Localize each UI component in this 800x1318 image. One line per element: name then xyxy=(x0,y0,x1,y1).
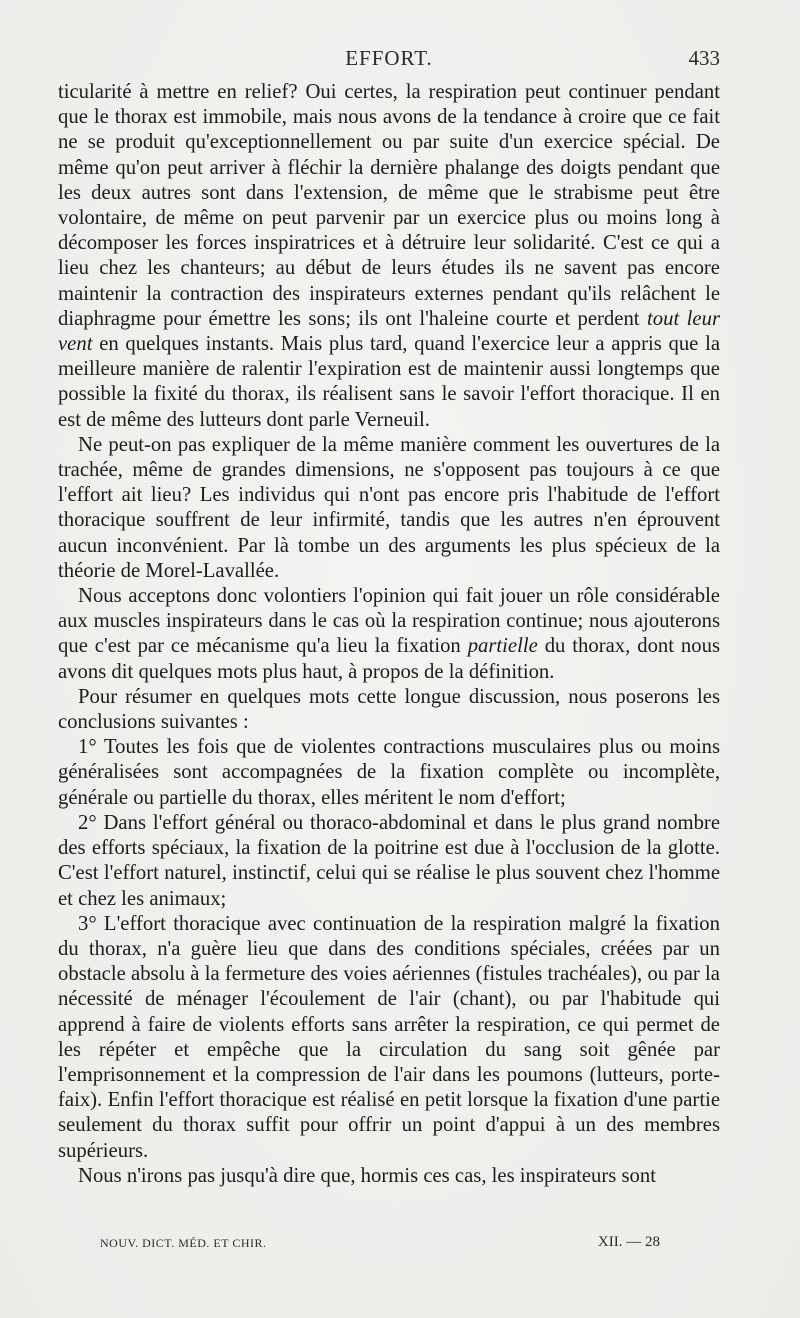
paragraph-3 xyxy=(58,584,720,685)
paragraph-3-text: Nous acceptons donc volontiers l'opinion qui fait jouer un rôle considérable aux muscles inspirateurs dans le cas où la respiration continue; nous ajouterons que c'est par ce mécanisme qu'a lieu la fixation xyxy=(58,585,720,658)
footer-volume: XII. — 28 xyxy=(597,1234,660,1250)
conclusion-2: 2° Dans l'effort général ou thoraco-abdominal et dans le plus grand nombre des efforts spéciaux, la fixation de la poitrine est due à l'occlusion de la glotte. C'est l'effort naturel, instinctif, celui qui se réalise le plus souvent chez l'homme et chez les animaux; xyxy=(58,811,720,910)
running-title: EFFORT. xyxy=(345,46,433,70)
paragraph-3-italic: partielle xyxy=(467,635,538,658)
page-footer xyxy=(100,1236,660,1256)
conclusion-1: 1° Toutes les fois que de violentes contractions musculaires plus ou moins généralisées sont accompagnées de la fixation complète ou incomplète, générale ou partielle du thorax, elles méritent le nom d'effort; xyxy=(58,736,720,809)
paragraph-4: Pour résumer en quelques mots cette longue discussion, nous poserons les conclusions suivantes : xyxy=(58,685,720,734)
paragraph-1-end: en quelques instants. Mais plus tard, quand l'exercice leur a appris que la meilleure manière de ralentir l'expiration est de maintenir aussi longtemps que possible la fixité du thorax, ils réalisent sans le savoir l'effort thoracique. Il en est de même des lutteurs dont parle Verneuil. xyxy=(58,333,720,431)
paragraph-1-italic: tout leur vent xyxy=(58,307,720,356)
page-body xyxy=(58,80,720,1189)
paragraph-2: Ne peut-on pas expliquer de la même manière comment les ouvertures de la trachée, même de grandes dimensions, ne s'opposent pas toujours à ce que l'effort ait lieu? Les individus qui n'ont pas encore pris l'habitude de l'effort thoracique souffrent de leur infirmité, tandis que les autres n'en éprouvent aucun inconvénient. Par là tombe un des arguments les plus spécieux de la théorie de Morel-Lavallée. xyxy=(58,433,720,582)
footer-signature: NOUV. DICT. MÉD. ET CHIR. xyxy=(100,1236,267,1250)
paragraph-final: Nous n'irons pas jusqu'à dire que, hormis ces cas, les inspirateurs sont xyxy=(78,1164,656,1187)
paragraph-3-end: du thorax, dont nous avons dit quelques mots plus haut, à propos de la définition. xyxy=(58,635,721,683)
conclusion-3: 3° L'effort thoracique avec continuation de la respiration malgré la fixation du thorax, n'a guère lieu que dans des conditions spéciales, créées par un obstacle absolu à la fermeture des voies aériennes (fistules trachéales), ou par la nécessité de ménager l'écoulement de l'air (chant), ou par l'habitude qui apprend à faire de violents efforts sans arrêter la respiration, ce qui permet de les répéter et empêche que la circulation du sang soit gênée par l'emprisonnement et la compression de l'air dans les poumons (lutteurs, porte-faix). Enfin l'effort thoracique est réalisé en petit lorsque la fixation d'une partie seulement du thorax suffit pour offrir un point d'appui à un des membres supérieurs. xyxy=(58,912,720,1162)
page-number: 433 xyxy=(688,46,720,70)
page-header xyxy=(58,44,720,74)
paragraph-1-text: ticularité à mettre en relief? Oui certes, la respiration peut continuer pendant que le thorax est immobile, mais nous avons de la tendance à croire que ce fait ne se produit qu'exceptionnellement ou par suite d'un exercice spécial. De même qu'on peut arriver à fléchir la dernière phalange des doigts pendant que les deux autres sont dans l'extension, de même que le strabisme peut être volontaire, de même on peut parvenir par un exercice plus ou moins long à décomposer les forces inspiratrices et à détruire leur solidarité. C'est ce qui a lieu chez les chanteurs; au début de leurs études ils ne savent pas encore maintenir la contraction des inspirateurs externes pendant qu'ils relâchent le diaphragme pour émettre les sons; ils ont l'haleine courte et perdent xyxy=(58,81,720,330)
paragraph-1 xyxy=(58,80,720,433)
